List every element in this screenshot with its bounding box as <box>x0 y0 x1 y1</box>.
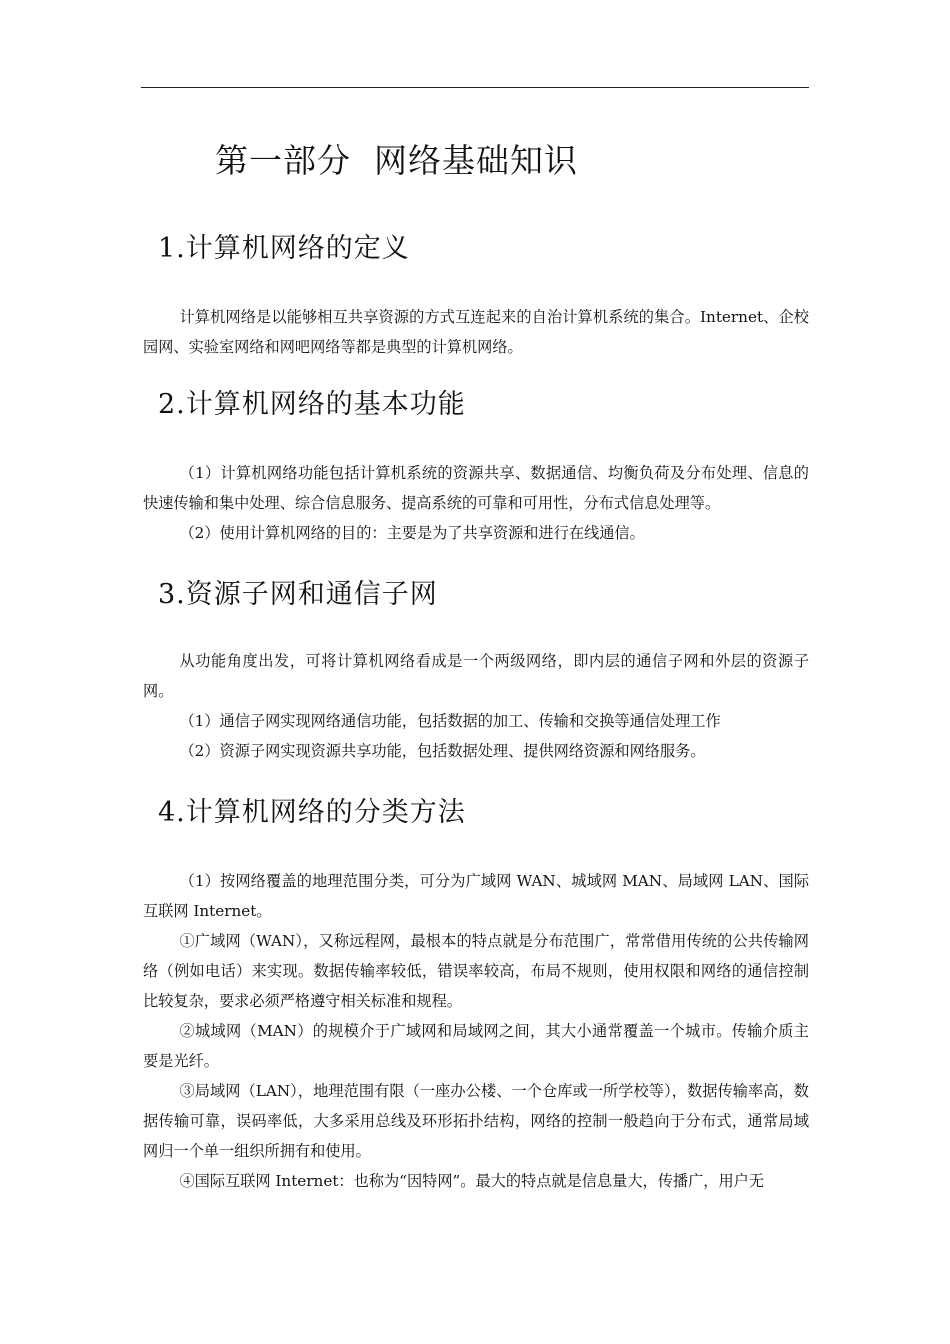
paragraph: （2）使用计算机网络的目的：主要是为了共享资源和进行在线通信。 <box>179 524 645 542</box>
paragraph: 从功能角度出发，可将计算机网络看成是一个两级网络，即内层的通信子网和外层的资源子网。 <box>143 652 809 700</box>
paragraph: （1）计算机网络功能包括计算机系统的资源共享、数据通信、均衡负荷及分布处理、信息的快速传输和集中处理、综合信息服务、提高系统的可靠和可用性，分布式信息处理等。 <box>143 464 809 512</box>
header-rule <box>141 87 809 88</box>
paragraph: ④国际互联网 Internet：也称为“因特网”。最大的特点就是信息量大，传播广，用户无 <box>179 1172 765 1190</box>
part-title: 第一部分 网络基础知识 <box>215 141 578 180</box>
section-body-subnets <box>143 646 809 766</box>
section-heading-definition: 1.计算机网络的定义 <box>158 233 410 264</box>
paragraph: 计算机网络是以能够相互共享资源的方式互连起来的自治计算机系统的集合。Internet、企校园网、实验室网络和网吧网络等都是典型的计算机网络。 <box>143 308 809 356</box>
paragraph: ③局域网（LAN），地理范围有限（一座办公楼、一个仓库或一所学校等），数据传输率高，数据传输可靠，误码率低，大多采用总线及环形拓扑结构，网络的控制一般趋向于分布式，通常局域网归一个单一组织所拥有和使用。 <box>143 1082 809 1160</box>
paragraph: （2）资源子网实现资源共享功能，包括数据处理、提供网络资源和网络服务。 <box>179 742 706 760</box>
section-body-definition <box>143 302 809 362</box>
section-heading-functions: 2.计算机网络的基本功能 <box>158 389 466 420</box>
paragraph: （1）按网络覆盖的地理范围分类，可分为广域网 WAN、城域网 MAN、局域网 LAN、国际互联网 Internet。 <box>143 872 809 920</box>
section-heading-classification: 4.计算机网络的分类方法 <box>158 797 466 828</box>
section-heading-subnets: 3.资源子网和通信子网 <box>158 579 438 610</box>
paragraph: （1）通信子网实现网络通信功能，包括数据的加工、传输和交换等通信处理工作 <box>179 712 721 730</box>
paragraph: ①广域网（WAN），又称远程网，最根本的特点就是分布范围广，常常借用传统的公共传输网络（例如电话）来实现。数据传输率较低，错误率较高，布局不规则，使用权限和网络的通信控制比较复杂，要求必须严格遵守相关标准和规程。 <box>143 932 809 1010</box>
paragraph: ②城域网（MAN）的规模介于广域网和局域网之间，其大小通常覆盖一个城市。传输介质主要是光纤。 <box>143 1022 809 1070</box>
section-body-functions <box>143 458 809 548</box>
section-body-classification <box>143 866 809 1196</box>
